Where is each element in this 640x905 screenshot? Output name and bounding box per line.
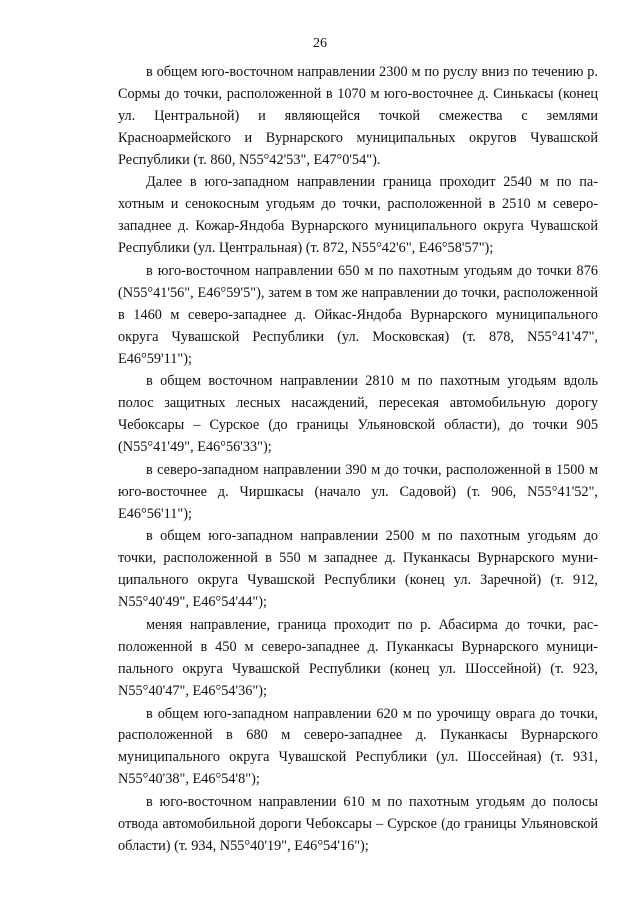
paragraph-7: меняя направление, граница проходит по р. Абасирма до точки, расположенной в 450 м северо-западнее д. Пуканкасы Вурнарского муниципального округа Чувашской Республики (конец ул. Шоссейной) (т. 923, N55°40'47", E46°54'36"); [118,617,598,699]
paragraph-8: в общем юго-западном направлении 620 м по урочищу оврага до точки, расположенной в 680 м северо-западнее д. Пуканкасы Вурнарского муниципального округа Чувашской Республики (ул. Шоссейная) (т. 931, N55°40'38", E46°54'8"); [118,705,598,788]
paragraph-1: в общем юго-восточном направлении 2300 м по руслу вниз по течению р. Сормы до точки, расположенной в 1070 м юго-восточнее д. Синькасы (конец ул. Центральной) и являющейся точкой смежества с землями Красноармейского и Вурнарского муниципальных округов Чувашской Республики (т. 860, N55°42'53", E47°0'54"). [118,64,598,168]
paragraph-9: в юго-восточном направлении 610 м по пахотным угодьям до полосы отвода автомобильной дороги Чебоксары – Сурское (до границы Ульяновской области) (т. 934, N55°40'19", E46°54'16"); [118,794,598,854]
body-text [118,62,598,859]
paragraph-2: Далее в юго-западном направлении граница проходит 2540 м по пахотным и сенокосным угодьям до точки, расположенной в 2510 м северо-западнее д. Кожар-Яндоба Вурнарского муниципального округа Чувашской Республики (ул. Центральная) (т. 872, N55°42'6", E46°58'57"); [118,174,598,257]
paragraph-5: в северо-западном направлении 390 м до точки, расположенной в 1500 м юго-восточнее д. Чиршкасы (начало ул. Садовой) (т. 906, N55°41'52", E46°56'11"); [118,461,598,522]
page-number: 26 [313,36,327,51]
paragraph-3: в юго-восточном направлении 650 м по пахотным угодьям до точки 876 (N55°41'56", E46°59'5"), затем в том же направлении до точки, расположенной в 1460 м северо-западнее д. Ойкас-Яндоба Вурнарского муниципального округа Чувашской Республики (ул. Московская) (т. 878, N55°41'47", E46°59'11"); [118,262,598,367]
paragraph-4: в общем восточном направлении 2810 м по пахотным угодьям вдоль полос защитных лесных насаждений, пересекая автомобильную дорогу Чебоксары – Сурское (до границы Ульяновской области), до точки 905 (N55°41'49", E46°56'33"); [118,373,598,456]
paragraph-6: в общем юго-западном направлении 2500 м по пахотным угодьям до точки, расположенной в 550 м западнее д. Пуканкасы Вурнарского муниципального округа Чувашской Республики (конец ул. Заречной) (т. 912, N55°40'49", E46°54'44"); [118,528,598,611]
